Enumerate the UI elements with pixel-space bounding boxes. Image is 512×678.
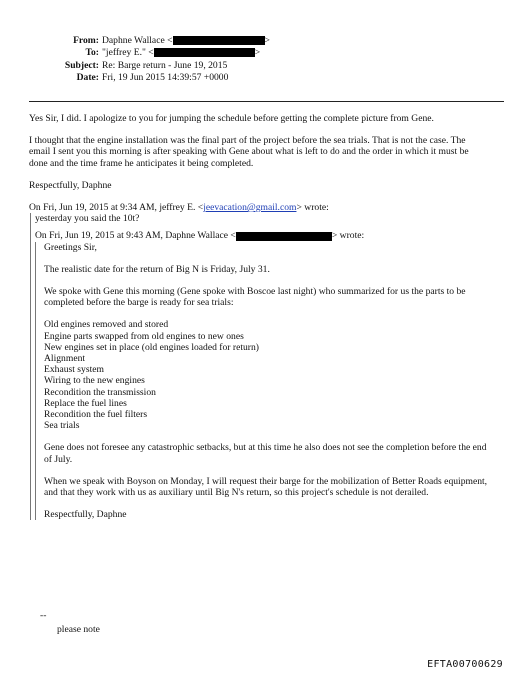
signature-dash: -- [40,610,47,621]
quote2-paragraph-2: We spoke with Gene this morning (Gene spoke with Boscoe last night) who summarized for us the parts to be completed before the barge is ready for sea trials: [44,286,466,309]
list-item: Exhaust system [44,364,104,376]
reply-paragraph-2: I thought that the engine installation was the final part of the project before the sea trials. That is not the case. The email I sent you this morning is after speaking with Gene about what is left to do and the order in which it must be done and the time frame he anticipates it being completed. [29,135,469,169]
quote1-attribution [29,202,489,213]
email-header [0,34,280,84]
date-label: Date: [76,72,99,84]
quote2-paragraph-1: The realistic date for the return of Big N is Friday, July 31. [44,263,270,275]
list-item: Recondition the fuel filters [44,409,148,421]
subject-label: Subject: [64,59,99,71]
redaction-block [236,232,332,241]
from-tail: > [264,34,270,46]
quote2-paragraph-3: Gene does not foresee any catastrophic setbacks, but at this time he also does not see the completion before the end of July. [44,442,487,465]
list-item: Engine parts swapped from old engines to new ones [44,330,244,342]
list-item: New engines set in place (old engines loaded for return) [44,341,259,353]
subject-row [0,59,280,72]
quote2-attribution [35,230,489,241]
date-row [0,72,280,85]
quote2-attribution-prefix: On Fri, Jun 19, 2015 at 9:43 AM, Daphne Wallace < [35,230,236,242]
quote2-attribution-suffix: > wrote: [331,230,365,242]
document-id: EFTA00700629 [427,659,503,670]
header-divider [29,101,504,102]
from-value [102,35,270,46]
quote2-paragraph-4: When we speak with Boyson on Monday, I will request their barge for the mobilization of Better Roads equipment, and that they work with us as auxiliary until Big N's return, so this project's schedule is not derailed. [44,475,488,499]
list-item: Replace the fuel lines [44,397,127,409]
step-list [44,319,489,431]
to-label: To: [85,47,99,59]
date-value: Fri, 19 Jun 2015 14:39:57 +0000 [102,72,229,84]
quote1-attribution-prefix: On Fri, Jun 19, 2015 at 9:34 AM, jeffrey E. < [29,202,204,214]
email-link[interactable]: jeevacation@gmail.com [203,202,297,214]
quote1-attribution-suffix: > wrote: [296,202,329,214]
list-item: Recondition the transmission [44,386,156,398]
quote2-greeting: Greetings Sir, [44,241,97,253]
signature-note: please note [57,624,100,635]
redaction-block [173,36,265,45]
from-row [0,34,280,47]
redaction-block [154,48,255,57]
from-name: Daphne Wallace < [102,34,173,46]
to-name: "jeffrey E." < [102,47,154,59]
quote2-signoff: Respectfully, Daphne [44,509,127,521]
to-value [102,47,260,58]
from-label: From: [73,34,99,46]
list-item: Alignment [44,353,86,365]
quote2-block [35,242,489,521]
reply-signoff: Respectfully, Daphne [29,179,112,191]
to-tail: > [254,47,261,59]
email-body [29,113,489,520]
to-row [0,47,280,60]
subject-value: Re: Barge return - June 19, 2015 [102,59,228,71]
list-item: Old engines removed and stored [44,319,169,331]
quote1-block [30,213,489,520]
reply-paragraph-1: Yes Sir, I did. I apologize to you for jumping the schedule before getting the complete picture from Gene. [29,113,434,124]
list-item: Wiring to the new engines [44,375,145,387]
list-item: Sea trials [44,420,80,432]
quote1-text: yesterday you said the 10t? [35,213,140,225]
